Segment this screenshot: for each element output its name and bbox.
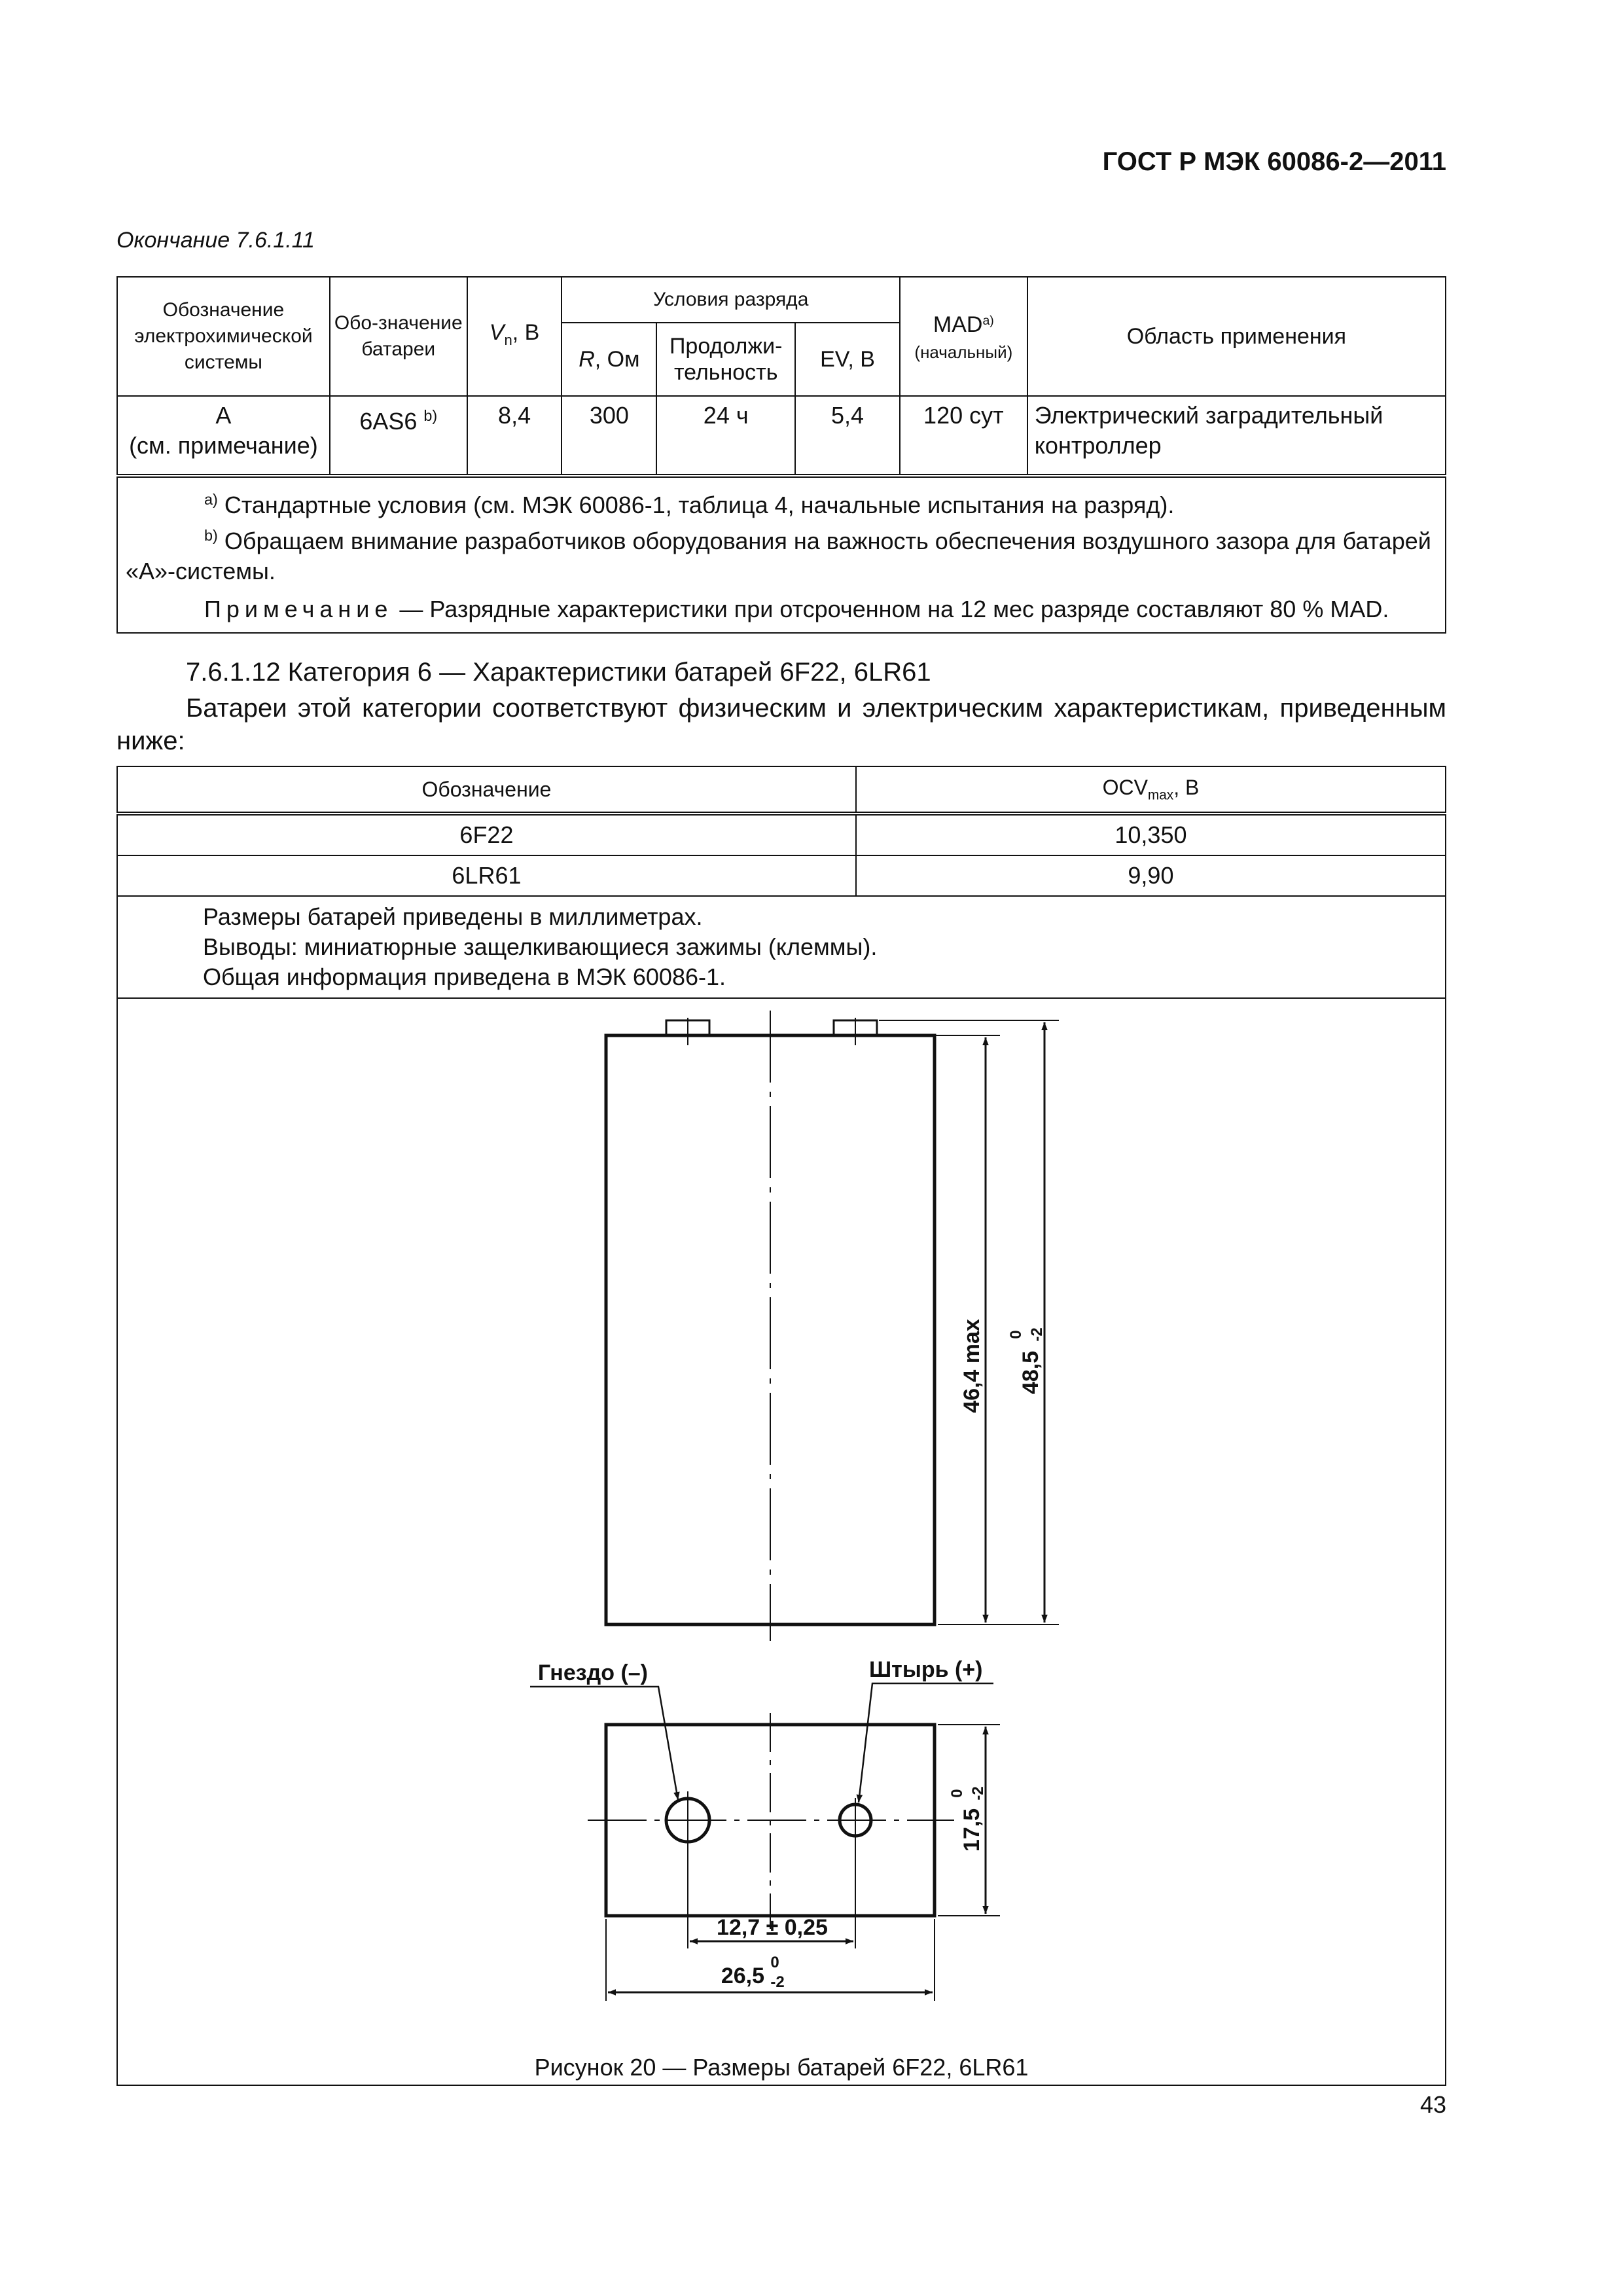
svg-text:48,5: 48,5: [1018, 1350, 1043, 1395]
document-code: ГОСТ Р МЭК 60086-2—2011: [1102, 147, 1446, 176]
header-application: Область применения: [1027, 277, 1446, 396]
header-battery: Обо-значение батареи: [330, 277, 467, 396]
header-system: Обозначение электрохимической системы: [117, 277, 330, 396]
svg-text:0: 0: [770, 1954, 779, 1971]
battery-side-view: [606, 1011, 1059, 1641]
table-remark: Примечание — Разрядные характеристики при отсроченном на 12 мес разряде составляют 80 % MAD.: [204, 596, 1389, 622]
section-text: Батареи этой категории соответствуют физическим и электрическим характеристикам, приведенным ниже:: [116, 694, 1446, 755]
table-notes: [117, 476, 1446, 633]
svg-text:-2: -2: [1028, 1327, 1046, 1342]
cell-ev: 5,4: [795, 396, 900, 476]
cell-battery: 6AS6 $^{b)}$: [330, 396, 467, 476]
footnote-a: $^{a)}$ Стандартные условия (см. МЭК 60086-1, таблица 4, начальные испытания на разряд).: [204, 491, 1175, 518]
dim-depth: [948, 1786, 987, 1852]
table-row: [117, 814, 1446, 855]
cell-application: Электрический заградительный контроллер: [1027, 396, 1446, 476]
voltage-table: [116, 766, 1446, 999]
svg-text:0: 0: [1007, 1330, 1025, 1339]
header-vn: $V_n$, В: [467, 277, 562, 396]
dim-width: [721, 1954, 785, 1991]
page-number: 43: [1419, 2091, 1446, 2118]
svg-text:0: 0: [948, 1789, 966, 1798]
section-title: 7.6.1.12 Категория 6 — Характеристики батарей 6F22, 6LR61: [186, 658, 931, 687]
info-line: Выводы: миниатюрные защелкивающиеся зажимы (клеммы).: [203, 933, 878, 960]
cell-ocv: 10,350: [856, 814, 1446, 855]
label-socket: Гнездо (–): [537, 1660, 648, 1685]
figure-caption: Рисунок 20 — Размеры батарей 6F22, 6LR61: [534, 2054, 1029, 2081]
discharge-table: [116, 276, 1446, 634]
table-info: [117, 896, 1446, 998]
svg-text:-2: -2: [969, 1786, 987, 1801]
cell-ocv: 9,90: [856, 855, 1446, 896]
cell-duration: 24 ч: [656, 396, 795, 476]
continuation-label: Окончание 7.6.1.11: [116, 228, 315, 253]
info-line: Общая информация приведена в МЭК 60086-1.: [203, 963, 726, 990]
svg-text:-2: -2: [770, 1973, 785, 1991]
dim-terminal-spacing: 12,7 ± 0,25: [717, 1915, 828, 1940]
cell-resistance: 300: [562, 396, 656, 476]
header-ev: EV, В: [795, 323, 900, 396]
header-mad: MAD$^{a)}$ (начальный): [900, 277, 1027, 396]
dim-height-nominal: [1007, 1327, 1046, 1394]
svg-text:26,5: 26,5: [721, 1964, 764, 1988]
info-line: Размеры батарей приведены в миллиметрах.: [203, 903, 703, 930]
header-duration: Продолжи-тельность: [656, 323, 795, 396]
footnote-b: $^{b)}$ Обращаем внимание разработчиков оборудования на важность обеспечения воздушного зазора для батарей «А»-системы.: [126, 527, 1431, 584]
table-row: [117, 855, 1446, 896]
cell-designation: 6LR61: [117, 855, 856, 896]
label-pin: Штырь (+): [869, 1657, 983, 1682]
table-row: [117, 396, 1446, 476]
battery-top-view: [530, 1683, 1000, 2001]
dim-height-max: 46,4 max: [959, 1319, 984, 1413]
cell-mad: 120 сут: [900, 396, 1027, 476]
svg-text:17,5: 17,5: [959, 1808, 984, 1852]
header-designation: Обозначение: [117, 766, 856, 814]
header-resistance: R, Ом: [562, 323, 656, 396]
battery-dimension-drawing: [116, 996, 1446, 2086]
header-discharge-conditions: Условия разряда: [562, 277, 899, 323]
cell-system: А (см. примечание): [117, 396, 330, 476]
cell-designation: 6F22: [117, 814, 856, 855]
cell-vn: 8,4: [467, 396, 562, 476]
header-ocv: $OCV_{max}$, В: [856, 766, 1446, 814]
